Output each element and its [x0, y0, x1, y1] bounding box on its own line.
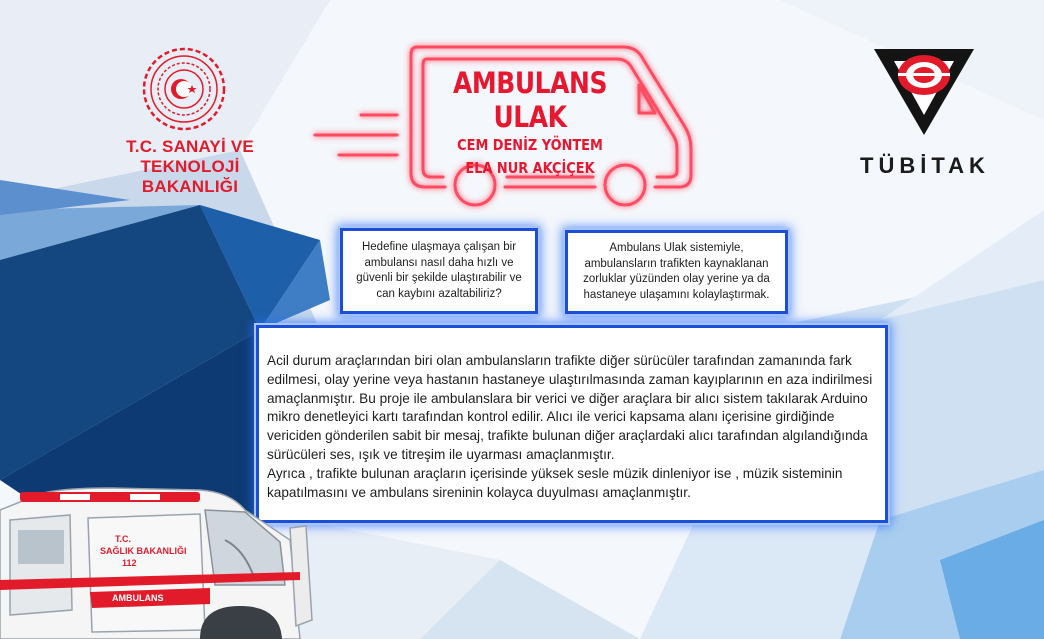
ministry-name-line1: T.C. SANAYİ VE [126, 137, 254, 156]
description-paragraph-1: Acil durum araçlarından biri olan ambulansların trafikte diğer sürücüler tarafından zamanında fark edilmesi, olay yerine veya hastanın hastaneye ulaştırılmasında zaman kayıplarının en aza indirilmesi amaçlanmıştır. Bu proje ile ambulanslara bir verici ve diğer araçlara bir alıcı sistem takılarak Arduino mikro denetleyici kartı tarafından kontrol edilir. Alıcı ile verici kapsama alanı içerisine girdiğinde vericiden gönderilen sabit bir mesaj, trafikte bulunan diğer araçlardaki alıcı tarafından algılandığında sürücüleri ses, ışık ve titreşim ile uyarması amaçlanmıştır. [267, 353, 873, 462]
goal-box [565, 230, 788, 314]
project-title: AMBULANS ULAK [453, 66, 607, 134]
ministry-name-line2: TEKNOLOJİ BAKANLIĞI [140, 157, 240, 196]
author-name-1: CEM DENİZ YÖNTEM [457, 136, 603, 154]
tubitak-logo [860, 45, 990, 180]
description-paragraph-2: Ayrıca , trafikte bulunan araçların içerisinde yüksek sesle müzik dinleniyor ise , müzik sisteminin kapatılmasını ve ambulans sireninin kolayca duyulması amaçlanmıştır. [267, 465, 843, 500]
ministry-logo [100, 45, 280, 196]
ambulance-door-line2: SAĞLIK BAKANLIĞI [100, 546, 187, 556]
tubitak-triangle-icon [872, 45, 976, 137]
ministry-gear-emblem-icon [140, 45, 228, 133]
question-box [340, 228, 538, 314]
ambulance-door-line1: T.C. [115, 534, 132, 544]
tubitak-name: TÜBİTAK [860, 153, 990, 178]
ambulance-side-label: AMBULANS [112, 593, 164, 603]
description-box [256, 325, 888, 523]
ambulance-illustration [0, 480, 320, 639]
goal-text: Ambulans Ulak sistemiyle, ambulansların trafikten kaynaklanan zorluklar yüzünden olay yerine ya da hastaneye ulaşamını kolaylaştırmak. [583, 242, 770, 301]
truck-sign [425, 66, 635, 180]
author-name-2: ELA NUR AKÇİÇEK [465, 159, 595, 177]
ambulance-door-line3: 112 [122, 558, 137, 568]
question-text: Hedefine ulaşmaya çalışan bir ambulansı nasıl daha hızlı ve güvenli bir şekilde ulaştırabilir ve can kaybını azaltabiliriz? [356, 241, 522, 300]
